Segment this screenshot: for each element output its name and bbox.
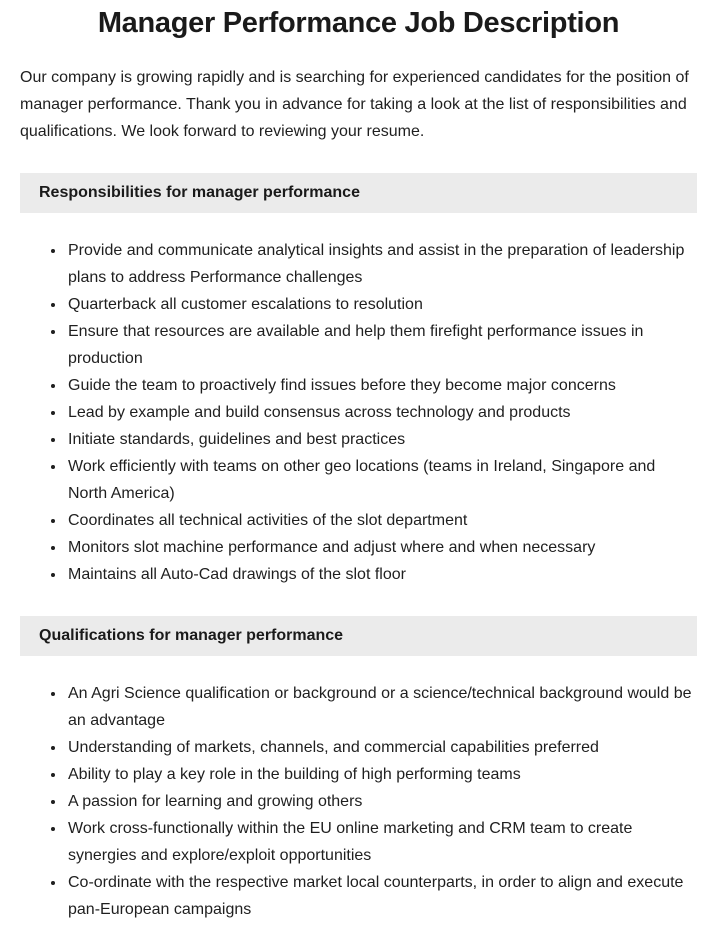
list-item: • Ability to play a key role in the building of high performing teams bbox=[66, 761, 697, 788]
list-item: • Quarterback all customer escalations to resolution bbox=[66, 291, 697, 318]
qualifications-list bbox=[20, 680, 697, 923]
list-item: • Monitors slot machine performance and adjust where and when necessary bbox=[66, 534, 697, 561]
list-item: • Guide the team to proactively find issues before they become major concerns bbox=[66, 372, 697, 399]
list-item: • Understanding of markets, channels, and commercial capabilities preferred bbox=[66, 734, 697, 761]
section-header-qualifications bbox=[20, 616, 697, 656]
list-item: • Lead by example and build consensus across technology and products bbox=[66, 399, 697, 426]
list-item: • Work efficiently with teams on other geo locations (teams in Ireland, Singapore and North America) bbox=[66, 453, 697, 507]
list-item: • An Agri Science qualification or background or a science/technical background would be an advantage bbox=[66, 680, 697, 734]
list-item: • A passion for learning and growing others bbox=[66, 788, 697, 815]
list-item: • Ensure that resources are available and help them firefight performance issues in production bbox=[66, 318, 697, 372]
intro-paragraph: Our company is growing rapidly and is searching for experienced candidates for the position of manager performance. Thank you in advance for taking a look at the list of responsibilities and qualifications. We look forward to reviewing your resume. bbox=[20, 69, 689, 140]
list-item: • Coordinates all technical activities of the slot department bbox=[66, 507, 697, 534]
responsibilities-list bbox=[20, 237, 697, 588]
section-heading: Qualifications for manager performance bbox=[39, 627, 344, 644]
section-header-responsibilities bbox=[20, 173, 697, 213]
list-item: • Maintains all Auto-Cad drawings of the slot floor bbox=[66, 561, 697, 588]
list-item: • Initiate standards, guidelines and best practices bbox=[66, 426, 697, 453]
list-item: • Co-ordinate with the respective market local counterparts, in order to align and execute pan-European campaigns bbox=[66, 869, 697, 923]
list-item: • Provide and communicate analytical insights and assist in the preparation of leadership plans to address Performance challenges bbox=[66, 237, 697, 291]
list-item: • Work cross-functionally within the EU online marketing and CRM team to create synergies and explore/exploit opportunities bbox=[66, 815, 697, 869]
page-title: Manager Performance Job Description bbox=[97, 7, 620, 39]
section-heading: Responsibilities for manager performance bbox=[39, 184, 360, 201]
